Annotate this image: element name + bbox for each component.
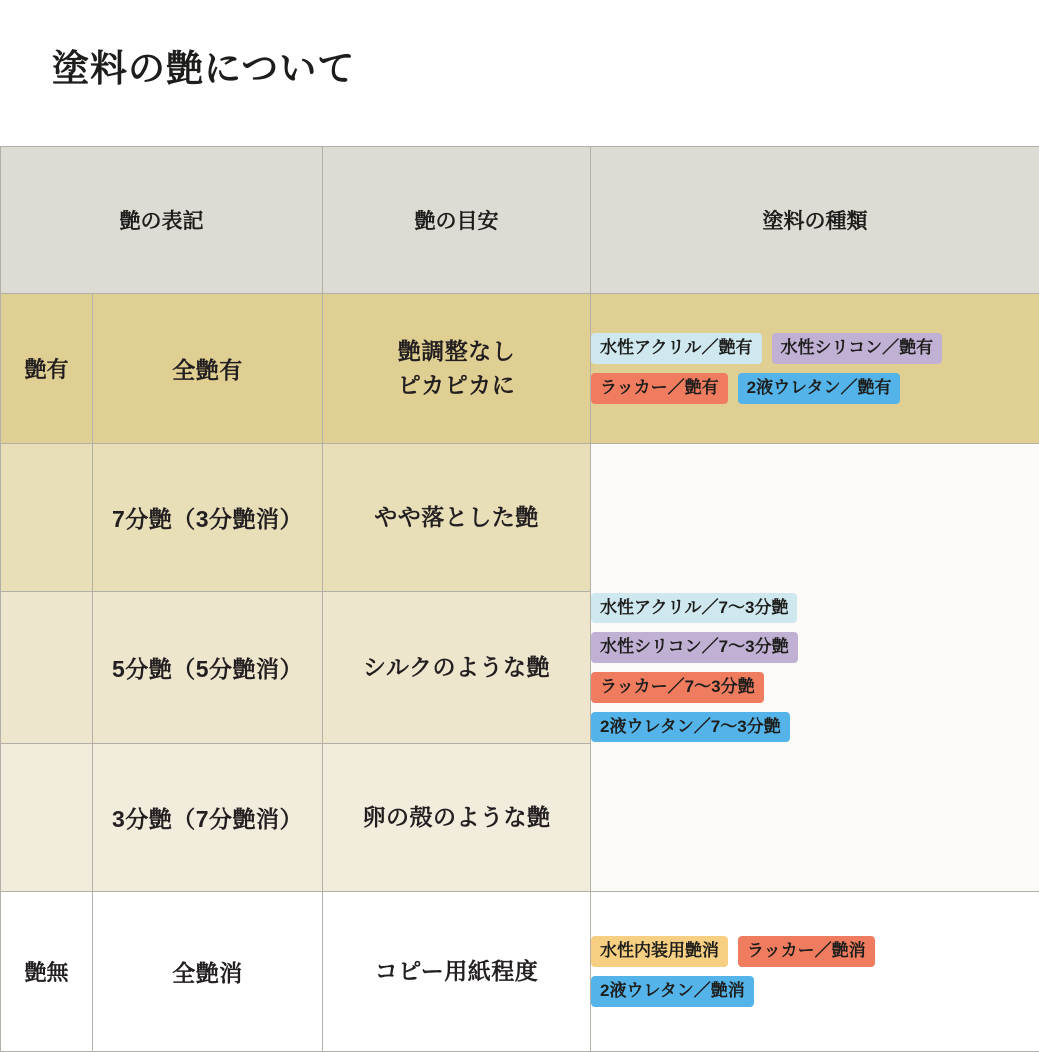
- row-guide: コピー用紙程度: [323, 892, 591, 1052]
- row-mark-empty: [1, 592, 93, 744]
- row-name: 全艶有: [93, 294, 323, 444]
- chip-row: [591, 373, 900, 404]
- row-guide: シルクのような艶: [323, 592, 591, 744]
- paint-chip: ラッカー／艶有: [591, 373, 728, 404]
- paint-chip: 水性内装用艶消: [591, 936, 728, 967]
- page-title: 塗料の艶について: [52, 38, 355, 92]
- chip-row: [591, 936, 875, 967]
- row-guide-line1: 艶調整なし: [323, 335, 590, 368]
- row-name: 3分艶（7分艶消）: [93, 744, 323, 892]
- paint-chip: 水性シリコン／7〜3分艶: [591, 632, 798, 663]
- paint-chip: 2液ウレタン／艶有: [738, 373, 901, 404]
- table-body: [1, 294, 1039, 1052]
- paint-chip: ラッカー／艶消: [738, 936, 875, 967]
- row-guide: やや落とした艶: [323, 444, 591, 592]
- paint-chip: 水性シリコン／艶有: [772, 333, 943, 364]
- header-cell-notation: 艶の表記: [1, 147, 323, 294]
- header-cell-paint-types: 塗料の種類: [591, 147, 1039, 294]
- row-name: 5分艶（5分艶消）: [93, 592, 323, 744]
- row-guide: 卵の殻のような艶: [323, 744, 591, 892]
- table-row: [1, 444, 1039, 592]
- table-row: [1, 892, 1039, 1052]
- row-name: 全艶消: [93, 892, 323, 1052]
- table-header: [1, 147, 1039, 294]
- paint-chip: 2液ウレタン／7〜3分艶: [591, 712, 790, 743]
- paint-chip: 2液ウレタン／艶消: [591, 976, 754, 1007]
- chip-group: [591, 936, 1039, 1006]
- row-guide: [323, 294, 591, 444]
- row-mark-gloss: 艶有: [1, 294, 93, 444]
- row-guide-line2: ピカピカに: [323, 369, 590, 402]
- row-name: 7分艶（3分艶消）: [93, 444, 323, 592]
- row-mark-matte: 艶無: [1, 892, 93, 1052]
- chip-row: [591, 976, 754, 1007]
- paint-chip: ラッカー／7〜3分艶: [591, 672, 764, 703]
- gloss-table: [0, 146, 1039, 1052]
- paint-chip: 水性アクリル／7〜3分艶: [591, 593, 797, 624]
- table-header-row: [1, 147, 1039, 294]
- row-mark-empty: [1, 444, 93, 592]
- row-mark-empty: [1, 744, 93, 892]
- row-paint-types: [591, 294, 1039, 444]
- chip-group: [591, 593, 1039, 742]
- header-cell-guide: 艶の目安: [323, 147, 591, 294]
- paint-chip: 水性アクリル／艶有: [591, 333, 762, 364]
- row-paint-types: [591, 892, 1039, 1052]
- table-row: [1, 294, 1039, 444]
- chip-row: [591, 333, 942, 364]
- row-paint-types-mid: [591, 444, 1039, 892]
- chip-group: [591, 333, 1039, 403]
